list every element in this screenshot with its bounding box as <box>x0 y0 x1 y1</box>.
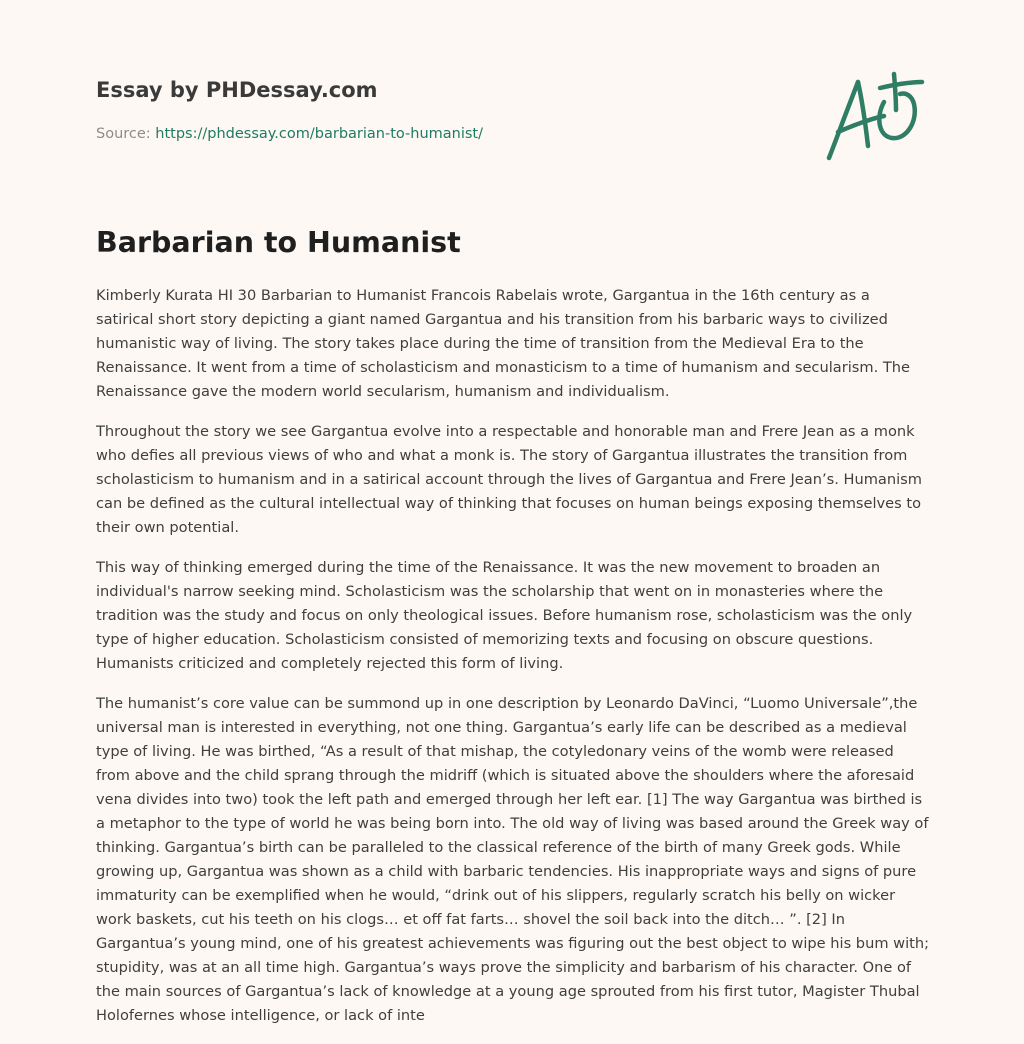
a-plus-grade-logo <box>822 68 926 164</box>
article-paragraph: This way of thinking emerged during the time of the Renaissance. It was the new movement to broaden an individual's narrow seeking mind. Scholasticism was the scholarship that went on in monasteries where the tradition was the study and focus on only theological issues. Before humanism rose, scholasticism was the only type of higher education. Scholasticism consisted of memorizing texts and focusing on obscure questions. Humanists criticized and completely rejected this form of living. <box>96 559 913 672</box>
source-line <box>96 124 483 144</box>
article-paragraph: The humanist’s core value can be summond up in one description by Leonardo DaVinci, “Luomo Universale”,the universal man is interested in everything, not one thing. Gargantua’s early life can be described as a medieval type of living. He was birthed, “As a result of that mishap, the cotyledonary veins of the womb were released from above and the child sprang through the midriff (which is situated above the shoulders where the aforesaid vena divides into two) took the left path and emerged through her left ear. [1] The way Gargantua was birthed is a metaphor to the type of world he was being born into. The old way of living was based around the Greek way of thinking. Gargantua’s birth can be paralleled to the classical reference of the birth of many Greek gods. While growing up, Gargantua was shown as a child with barbaric tendencies. His inappropriate ways and signs of pure immaturity can be exemplified when he would, “drink out of his slippers, regularly scratch his belly on wicker work baskets, cut his teeth on his clogs… et off fat farts… shovel the soil back into the ditch… ”. [2] In Gargantua’s young mind, one of his greatest achievements was figuring out the best object to wipe his bum with; stupidity, was at an all time high. Gargantua’s ways prove the simplicity and barbarism of his character. One of the main sources of Gargantua’s lack of knowledge at a young age sprouted from his first tutor, Magister Thubal Holofernes whose intelligence, or lack of inte <box>96 695 930 1024</box>
source-label: Source: <box>96 126 151 142</box>
article-paragraph: Kimberly Kurata HI 30 Barbarian to Humanist Francois Rabelais wrote, Gargantua in the 16th century as a satirical short story depicting a giant named Gargantua and his transition from his barbaric ways to civilized humanistic way of living. The story takes place during the time of transition from the Medieval Era to the Renaissance. It went from a time of scholasticism and monasticism to a time of humanism and secularism. The Renaissance gave the modern world secularism, humanism and individualism. <box>96 287 910 400</box>
a-plus-logo-graphic <box>822 68 926 164</box>
article-title: Barbarian to Humanist <box>96 226 461 259</box>
site-header <box>96 76 928 142</box>
article-body <box>96 284 930 1044</box>
article-paragraph: Throughout the story we see Gargantua evolve into a respectable and honorable man and Frere Jean as a monk who defies all previous views of who and what a monk is. The story of Gargantua illustrates the transition from scholasticism to humanism and in a satirical account through the lives of Gargantua and Frere Jean’s. Humanism can be defined as the cultural intellectual way of thinking that focuses on human beings exposing themselves to their own potential. <box>96 423 922 536</box>
site-brand: Essay by PHDessay.com <box>96 78 378 102</box>
source-link[interactable]: https://phdessay.com/barbarian-to-humanist/ <box>155 126 483 142</box>
